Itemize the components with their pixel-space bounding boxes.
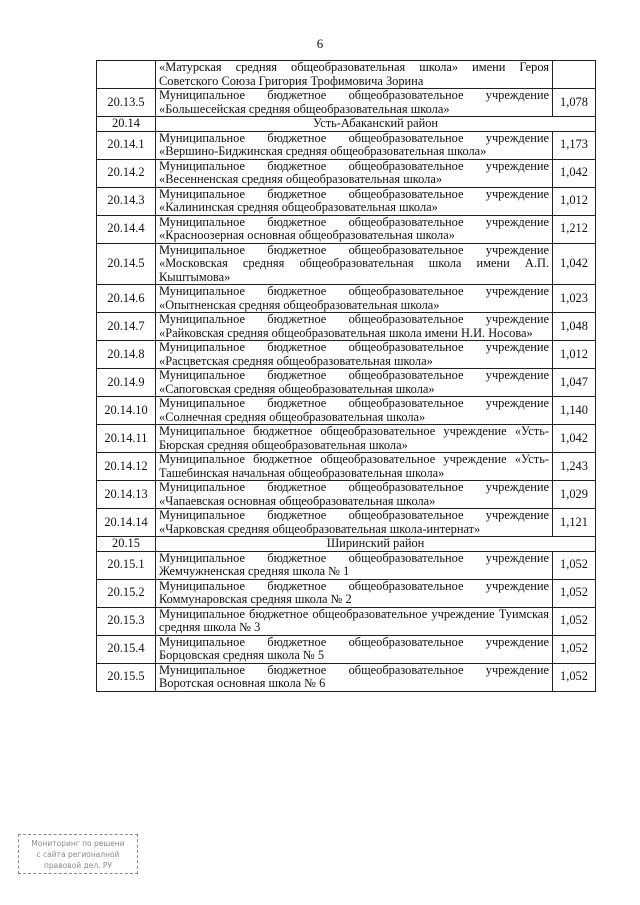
section-code: 20.14 [97,117,156,132]
table-row [97,635,596,663]
row-description: Муниципальное бюджетное общеобразовательное учреждение «Чарковская средняя общеобразовательная школа-интернат» [156,509,553,537]
row-code: 20.14.14 [97,509,156,537]
row-value: 1,023 [553,285,596,313]
row-code: 20.14.4 [97,215,156,243]
table-row [97,131,596,159]
row-value [553,61,596,89]
row-description: Муниципальное бюджетное общеобразовательное учреждение Воротская основная школа № 6 [156,663,553,691]
row-description: Муниципальное бюджетное общеобразовательное учреждение «Весенненская средняя общеобразовательная школа» [156,159,553,187]
row-code [97,61,156,89]
row-description: Муниципальное бюджетное общеобразовательное учреждение Жемчужненская средняя школа № 1 [156,551,553,579]
table-row [97,243,596,285]
table-row [97,187,596,215]
row-code: 20.14.6 [97,285,156,313]
table-row [97,313,596,341]
row-description: Муниципальное бюджетное общеобразовательное учреждение «Красноозерная основная общеобразовательная школа» [156,215,553,243]
row-value: 1,052 [553,635,596,663]
table-row [97,425,596,453]
row-value: 1,052 [553,663,596,691]
table-row [97,579,596,607]
row-code: 20.15.3 [97,607,156,635]
section-row [97,537,596,552]
table-row [97,215,596,243]
row-code: 20.14.12 [97,453,156,481]
row-code: 20.15.4 [97,635,156,663]
table-body [97,61,596,692]
table-row [97,61,596,89]
row-code: 20.14.9 [97,369,156,397]
table-row [97,453,596,481]
table-row [97,369,596,397]
row-value: 1,173 [553,131,596,159]
stamp [18,834,138,874]
table-row [97,663,596,691]
row-value: 1,078 [553,89,596,117]
table-row [97,341,596,369]
row-description: Муниципальное бюджетное общеобразовательное учреждение «Большесейская средняя общеобразовательная школа» [156,89,553,117]
row-code: 20.14.11 [97,425,156,453]
row-value: 1,052 [553,579,596,607]
table-row [97,509,596,537]
row-code: 20.14.2 [97,159,156,187]
row-value: 1,121 [553,509,596,537]
row-description: Муниципальное бюджетное общеобразовательное учреждение «Чапаевская основная общеобразовательная школа» [156,481,553,509]
section-row [97,117,596,132]
section-title: Ширинский район [156,537,596,552]
row-value: 1,012 [553,187,596,215]
row-code: 20.15.5 [97,663,156,691]
row-description: Муниципальное бюджетное общеобразовательное учреждение «Расцветская средняя общеобразовательная школа» [156,341,553,369]
row-value: 1,042 [553,243,596,285]
row-description: Муниципальное бюджетное общеобразовательное учреждение Коммунаровская средняя школа № 2 [156,579,553,607]
row-description: Муниципальное бюджетное общеобразовательное учреждение «Райковская средняя общеобразовательная школа имени Н.И. Носова» [156,313,553,341]
table-row [97,397,596,425]
row-value: 1,243 [553,453,596,481]
row-description: Муниципальное бюджетное общеобразовательное учреждение «Вершино-Биджинская средняя общеобразовательная школа» [156,131,553,159]
row-value: 1,012 [553,341,596,369]
row-description: Муниципальное бюджетное общеобразовательное учреждение «Усть-Ташебинская начальная общеобразовательная школа» [156,453,553,481]
table-row [97,159,596,187]
stamp-line: с сайта регионалной [36,850,120,859]
row-code: 20.14.1 [97,131,156,159]
row-description: Муниципальное бюджетное общеобразовательное учреждение «Солнечная средняя общеобразовательная школа» [156,397,553,425]
row-code: 20.15.1 [97,551,156,579]
section-code: 20.15 [97,537,156,552]
row-code: 20.14.3 [97,187,156,215]
row-description: Муниципальное бюджетное общеобразовательное учреждение Борцовская средняя школа № 5 [156,635,553,663]
row-description: «Матурская средняя общеобразовательная школа» имени Героя Советского Союза Григория Трофимовича Зорина [156,61,553,89]
section-title: Усть-Абаканский район [156,117,596,132]
row-code: 20.14.5 [97,243,156,285]
row-code: 20.13.5 [97,89,156,117]
row-value: 1,042 [553,425,596,453]
page-number: 6 [316,36,324,51]
stamp-line: Мониторинг по решени [31,839,125,848]
row-description: Муниципальное бюджетное общеобразовательное учреждение «Сапоговская средняя общеобразовательная школа» [156,369,553,397]
row-code: 20.15.2 [97,579,156,607]
row-value: 1,048 [553,313,596,341]
row-value: 1,212 [553,215,596,243]
row-description: Муниципальное бюджетное общеобразовательное учреждение «Калининская средняя общеобразовательная школа» [156,187,553,215]
schools-table [96,60,596,692]
row-value: 1,029 [553,481,596,509]
table-row [97,551,596,579]
row-value: 1,052 [553,551,596,579]
row-description: Муниципальное бюджетное общеобразовательное учреждение Туимская средняя школа № 3 [156,607,553,635]
row-description: Муниципальное бюджетное общеобразовательное учреждение «Опытненская средняя общеобразовательная школа» [156,285,553,313]
row-code: 20.14.7 [97,313,156,341]
table-row [97,89,596,117]
table-row [97,607,596,635]
row-description: Муниципальное бюджетное общеобразовательное учреждение «Московская средняя общеобразовательная школа имени А.П. Кыштымова» [156,243,553,285]
row-value: 1,042 [553,159,596,187]
row-value: 1,047 [553,369,596,397]
row-code: 20.14.10 [97,397,156,425]
stamp-line: правовой дел. РУ [44,861,112,870]
table-row [97,285,596,313]
row-code: 20.14.13 [97,481,156,509]
table-row [97,481,596,509]
row-value: 1,140 [553,397,596,425]
row-description: Муниципальное бюджетное общеобразовательное учреждение «Усть-Бюрская средняя общеобразовательная школа» [156,425,553,453]
row-value: 1,052 [553,607,596,635]
row-code: 20.14.8 [97,341,156,369]
